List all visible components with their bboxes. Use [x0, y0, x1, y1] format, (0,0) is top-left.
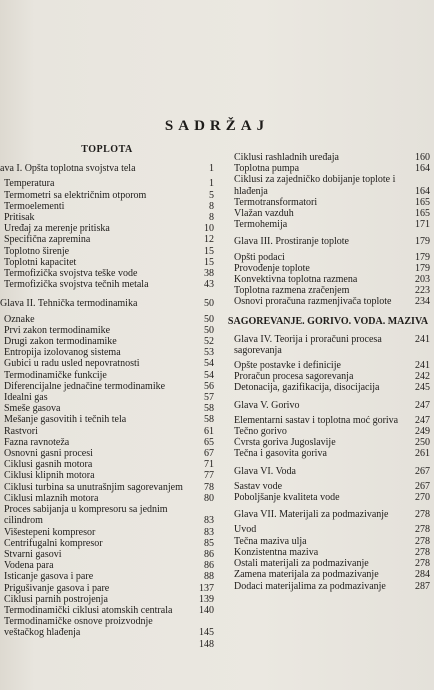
toc-entry [0, 437, 214, 448]
entry-title: Zamena materijala za podmazivanje [234, 569, 379, 581]
page-number: 247 [415, 399, 430, 411]
entry-title: Tečno gorivo [234, 426, 287, 438]
entry-title: Detonacija, gazifikacija, disocijacija [234, 382, 380, 394]
entry-title: Rastvori [4, 425, 38, 437]
page-number: 140 [199, 604, 214, 616]
entry-title: Poboljšanje kvaliteta vode [234, 492, 340, 504]
toc-entry [226, 285, 430, 296]
toc-entry [0, 268, 214, 279]
toc-entry [0, 605, 214, 616]
entry-title: Termofizička svojstva tečnih metala [4, 279, 149, 291]
chapter-title: Glava IV. Teorija i proračuni procesa sagorevanja [234, 333, 382, 356]
page-number: 57 [204, 392, 214, 404]
chapter-2-entries [0, 314, 214, 639]
page-number: 65 [204, 436, 214, 448]
toc-entry [0, 549, 214, 560]
page-number: 250 [415, 437, 430, 449]
entry-title: Oznake [4, 313, 35, 325]
toc-entry [226, 163, 430, 174]
page-number: 83 [204, 526, 214, 538]
page-number: 278 [415, 509, 430, 521]
chapter-title: Glava VI. Voda [234, 465, 296, 477]
toc-entry [0, 594, 214, 605]
page-number: 61 [204, 425, 214, 437]
chapter-3-heading [226, 236, 430, 247]
page-number: 139 [199, 593, 214, 605]
chapter-5-entries [226, 415, 430, 460]
page-number: 58 [204, 414, 214, 426]
entry-title: Prvi zakon termodinamike [4, 324, 111, 336]
chapter-2-heading [0, 298, 214, 309]
toc-entry [226, 263, 430, 274]
entry-title: Gubici u radu usled nepovratnosti [4, 358, 140, 370]
toc-entry [0, 482, 214, 493]
page-number: 67 [204, 448, 214, 460]
entry-title: Tečna maziva ulja [234, 535, 307, 547]
page-number: 71 [204, 459, 214, 471]
entry-title: Provođenje toplote [234, 262, 310, 274]
page-number: 148 [199, 638, 214, 650]
entry-title: Drugi zakon termodinamike [4, 336, 117, 348]
entry-title: Termodinamičke funkcije [4, 369, 107, 381]
chapter-7-heading [226, 509, 430, 520]
toc-entry [226, 547, 430, 558]
entry-title: Konzistentna maziva [234, 546, 319, 558]
toc-entry [226, 415, 430, 426]
entry-title: Termotransformatori [234, 196, 318, 208]
page-number: 85 [204, 537, 214, 549]
page-number: 278 [415, 546, 430, 558]
toc-entry [226, 581, 430, 592]
toc-entry [226, 152, 430, 163]
entry-title: Proces sabijanja u kompresoru sa jednim cilindrom [4, 504, 168, 527]
page-number: 267 [415, 465, 430, 477]
page-number: 241 [415, 333, 430, 345]
page-number: 179 [415, 251, 430, 263]
right-column [226, 152, 430, 592]
page-number: 179 [415, 262, 430, 274]
toc-entry [0, 201, 214, 212]
entry-title: Ostali materijali za podmazivanje [234, 558, 369, 570]
entry-title: Vodena para [4, 560, 54, 572]
page-number: 58 [204, 403, 214, 415]
toc-entry [0, 246, 214, 257]
page-number: 164 [415, 163, 430, 175]
page-number: 249 [415, 426, 430, 438]
entry-title: Specifična zapremina [4, 234, 91, 246]
page-number: 83 [204, 515, 214, 527]
page-title: SADRŽAJ [164, 118, 270, 134]
entry-title: Termodinamičke osnove proizvodnje veštačkog hlađenja [4, 616, 153, 639]
page-number: 78 [204, 481, 214, 493]
page-number: 245 [415, 382, 430, 394]
toc-entry [0, 347, 214, 358]
page-number: 15 [204, 245, 214, 257]
toc-entry [226, 174, 430, 196]
entry-title: Temperatura [4, 178, 55, 190]
page-number: 203 [415, 274, 430, 286]
toc-entry [226, 536, 430, 547]
page-number: 86 [204, 560, 214, 572]
toc-entry [0, 370, 214, 381]
page-number: 278 [415, 524, 430, 536]
chapter-3-entries [226, 252, 430, 308]
section-heading-toplota: TOPLOTA [81, 144, 133, 155]
page-number: 50 [204, 298, 214, 310]
chapter-title: Glava III. Prostiranje toplote [234, 236, 349, 248]
entry-title: Ciklusi rashladnih uređaja [234, 152, 339, 163]
chapter-title: Glava VII. Materijali za podmazivanje [234, 509, 389, 521]
page-number: 267 [415, 480, 430, 492]
entry-title: Prigušivanje gasova i pare [4, 582, 110, 594]
toc-entry [0, 336, 214, 347]
toc-entry [0, 538, 214, 549]
toc-entry [226, 437, 430, 448]
entry-title: Ciklusi gasnih motora [4, 459, 93, 471]
toc-entry [0, 325, 214, 336]
page-number: 38 [204, 268, 214, 280]
toc-entry [0, 414, 214, 425]
entry-title: Osnovni gasni procesi [4, 448, 93, 460]
toc-entry [226, 426, 430, 437]
entry-title: Termodinamički ciklusi atomskih centrala [4, 604, 173, 616]
page-number: 1 [209, 163, 214, 175]
toc-entry [0, 403, 214, 414]
chapter-title: Glava II. Tehnička termodinamika [0, 298, 138, 310]
page-number: 5 [209, 189, 214, 201]
entry-title: Konvektivna toplotna razmena [234, 274, 358, 286]
toc-entry [0, 279, 214, 290]
toc-entry [226, 274, 430, 285]
entry-title: Uvod [234, 524, 257, 536]
toc-entry [0, 190, 214, 201]
page-number: 160 [415, 152, 430, 163]
page-number: 54 [204, 369, 214, 381]
entry-title: Smeše gasova [4, 403, 61, 415]
toc-entry [0, 257, 214, 268]
toc-entry [226, 219, 430, 230]
entry-title: Ciklusi mlaznih motora [4, 492, 99, 504]
entry-title: Pritisak [4, 212, 35, 224]
page-number: 54 [204, 358, 214, 370]
toc-entry [0, 178, 214, 189]
toc-entry [0, 493, 214, 504]
entry-title: Termometri sa električnim otporom [4, 189, 147, 201]
entry-title: Termohemija [234, 219, 288, 231]
entry-title: Čvrsta goriva Jugoslavije [234, 437, 336, 449]
page-number: 164 [415, 185, 430, 197]
entry-title: Elementarni sastav i toplotna moć goriva [234, 414, 399, 426]
chapter-4-entries [226, 360, 430, 394]
toc-entry [0, 527, 214, 538]
page-number: 52 [204, 336, 214, 348]
chapter-5-heading [226, 400, 430, 411]
toc-entry [226, 448, 430, 459]
entry-title: Opšte postavke i definicije [234, 360, 341, 372]
entry-title: Tečna i gasovita goriva [234, 448, 327, 460]
chapter-1-heading [0, 163, 214, 174]
toc-entry [0, 571, 214, 582]
page-number: 8 [209, 200, 214, 212]
entry-title: Toplotna pumpa [234, 163, 300, 175]
chapter-title: Glava V. Gorivo [234, 399, 300, 411]
page-number: 8 [209, 212, 214, 224]
toc-entry [0, 314, 214, 325]
page-number: 270 [415, 492, 430, 504]
entry-title: Stvarni gasovi [4, 548, 62, 560]
chapter-6-heading [226, 466, 430, 477]
section-heading-sagorevanje: SAGOREVANJE. GORIVO. VODA. MAZIVA [227, 315, 429, 327]
entry-title: Osnovi proračuna razmenjivača toplote [234, 296, 392, 308]
page-number: 261 [415, 448, 430, 460]
page-number: 171 [415, 219, 430, 231]
entry-title: Toplotna razmena zračenjem [234, 285, 350, 297]
entry-title: Ciklusi za zajedničko dobijanje toplote i hlađenja [234, 174, 396, 197]
entry-title: Sastav vode [234, 480, 283, 492]
page-number: 56 [204, 380, 214, 392]
toc-entry [0, 448, 214, 459]
toc-entry [0, 616, 214, 638]
toc-entry [0, 426, 214, 437]
page-number: 1 [209, 178, 214, 190]
page-number: 165 [415, 196, 430, 208]
toc-entry [226, 524, 430, 535]
page-number: 88 [204, 571, 214, 583]
toc-entry [0, 392, 214, 403]
entry-title: Vlažan vazduh [234, 208, 294, 220]
page-number: 287 [415, 580, 430, 592]
entry-title: Fazna ravnoteža [4, 436, 70, 448]
toc-entry [226, 296, 430, 307]
toc-entry-last [0, 639, 214, 650]
entry-title: Toplotni kapacitet [4, 256, 77, 268]
entry-title: Toplotno širenje [4, 245, 70, 257]
page-number: 165 [415, 208, 430, 220]
page-number: 284 [415, 569, 430, 581]
toc-entry [226, 197, 430, 208]
page-number: 53 [204, 347, 214, 359]
entry-title: Uređaj za merenje pritiska [4, 223, 110, 235]
toc-entry [226, 569, 430, 580]
toc-entry [0, 470, 214, 481]
continued-entries [226, 152, 430, 230]
toc-entry [0, 583, 214, 594]
entry-title: Entropija izolovanog sistema [4, 347, 121, 359]
entry-title: Termofizička svojstva teške vode [4, 268, 138, 280]
toc-entry [0, 459, 214, 470]
toc-entry [226, 252, 430, 263]
page-number: 137 [199, 582, 214, 594]
page-number: 12 [204, 234, 214, 246]
entry-title: Idealni gas [4, 392, 48, 404]
toc-entry [0, 223, 214, 234]
toc-entry [0, 212, 214, 223]
page-number: 242 [415, 371, 430, 383]
entry-title: Opšti podaci [234, 251, 285, 263]
chapter-4-heading [226, 334, 430, 356]
entry-title: Isticanje gasova i pare [4, 571, 94, 583]
chapter-1-entries [0, 178, 214, 290]
page-number: 50 [204, 313, 214, 325]
page-number: 278 [415, 558, 430, 570]
page-number: 86 [204, 548, 214, 560]
page-number: 50 [204, 324, 214, 336]
toc-entry [0, 358, 214, 369]
left-column [0, 144, 214, 650]
toc-entry [226, 208, 430, 219]
page-number: 179 [415, 236, 430, 248]
entry-title: Centrifugalni kompresor [4, 537, 103, 549]
entry-title: Višestepeni kompresor [4, 526, 96, 538]
entry-title: Dodaci materijalima za podmazivanje [234, 580, 386, 592]
toc-entry [226, 360, 430, 371]
page-number: 234 [415, 296, 430, 308]
chapter-6-entries [226, 481, 430, 503]
entry-title: Ciklusi parnih postrojenja [4, 593, 108, 605]
page-number: 223 [415, 285, 430, 297]
entry-title: Termoelementi [4, 200, 65, 212]
page-number: 43 [204, 279, 214, 291]
chapter-title: ava I. Opšta toplotna svojstva tela [0, 163, 136, 175]
page-number: 247 [415, 414, 430, 426]
toc-entry [226, 481, 430, 492]
page-number: 10 [204, 223, 214, 235]
entry-title: Ciklusi turbina sa unutrašnjim sagorevanjem [4, 481, 183, 493]
page-number: 77 [204, 470, 214, 482]
toc-entry [226, 492, 430, 503]
toc-entry [226, 382, 430, 393]
toc-entry [0, 504, 214, 526]
page-number: 80 [204, 492, 214, 504]
page-number: 241 [415, 360, 430, 372]
toc-entry [0, 381, 214, 392]
entry-title: Ciklusi klipnih motora [4, 470, 95, 482]
toc-entry [0, 234, 214, 245]
toc-entry [0, 560, 214, 571]
entry-title: Diferencijalne jednačine termodinamike [4, 380, 166, 392]
page-number: 278 [415, 535, 430, 547]
entry-title: Proračun procesa sagorevanja [234, 371, 354, 383]
page-number: 15 [204, 256, 214, 268]
toc-entry [226, 371, 430, 382]
toc-entry [226, 558, 430, 569]
page-number: 145 [199, 627, 214, 639]
chapter-7-entries [226, 524, 430, 591]
entry-title: Mešanje gasovitih i tečnih tela [4, 414, 127, 426]
